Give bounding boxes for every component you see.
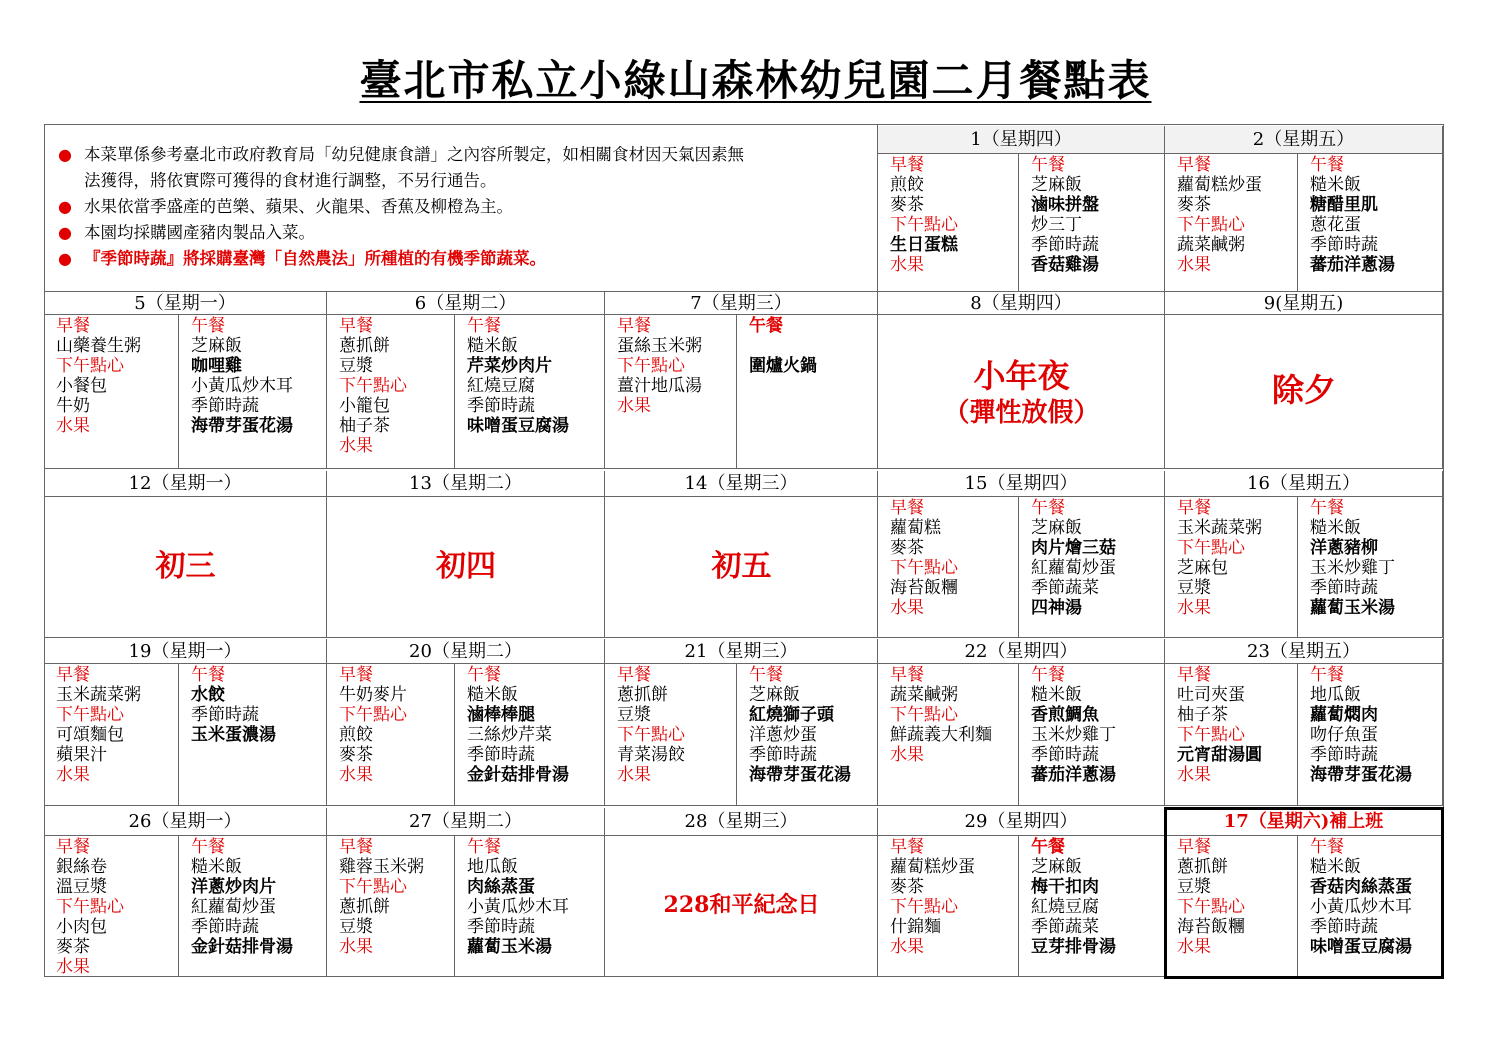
meal-list-lunch: [749, 316, 817, 376]
menu-item: 水果: [56, 957, 90, 977]
menu-item: 豆漿: [339, 356, 373, 376]
menu-item: 玉米蔬菜粥: [1177, 518, 1262, 538]
menu-item: 下午點心: [1177, 215, 1245, 235]
meal-divider: [454, 315, 455, 469]
note-continuation: 法獲得，將依實際可獲得的食材進行調整，不另行通告。: [84, 171, 497, 190]
menu-item: 下午點心: [339, 877, 407, 897]
menu-item: 蕃茄洋蔥湯: [1031, 765, 1116, 785]
menu-item: 豆芽排骨湯: [1031, 937, 1116, 957]
meal-list-lunch: [467, 665, 569, 785]
menu-item: 地瓜飯: [1310, 685, 1361, 705]
menu-item: 蘿蔔糕: [890, 518, 941, 538]
meal-list-breakfast-snack: [1177, 155, 1262, 275]
menu-item: 芝麻飯: [1031, 857, 1082, 877]
day-header: 6（星期二）: [327, 292, 605, 315]
menu-item: 味噌蛋豆腐湯: [1310, 937, 1412, 957]
menu-item: 煎餃: [890, 175, 924, 195]
menu-item: 水果: [890, 598, 924, 618]
menu-item: 早餐: [890, 837, 924, 857]
menu-item: 香菇肉絲蒸蛋: [1310, 877, 1412, 897]
menu-item: 蔥抓餅: [617, 685, 668, 705]
menu-item: 下午點心: [890, 215, 958, 235]
meal-list-breakfast-snack: [339, 837, 424, 957]
menu-item: 煎餃: [339, 725, 373, 745]
menu-item: 糖醋里肌: [1310, 195, 1378, 215]
menu-item: 下午點心: [890, 897, 958, 917]
menu-item: 糙米飯: [1310, 857, 1361, 877]
menu-item: 蘿蔔玉米湯: [467, 937, 552, 957]
menu-item: 芝麻包: [1177, 558, 1228, 578]
menu-item: 麥茶: [890, 877, 924, 897]
menu-item: 小餐包: [56, 376, 107, 396]
menu-item: 地瓜飯: [467, 857, 518, 877]
day-header: 23（星期五）: [1165, 639, 1443, 664]
meal-divider: [454, 836, 455, 977]
meal-divider: [1297, 497, 1298, 638]
menu-item: 午餐: [467, 316, 501, 336]
meal-divider: [178, 315, 179, 469]
menu-item: 下午點心: [890, 558, 958, 578]
menu-item: 季節時蔬: [1310, 578, 1378, 598]
menu-item: 海苔飯糰: [1177, 917, 1245, 937]
menu-item: 季節時蔬: [191, 917, 259, 937]
note-item: ● 水果依當季盛產的芭樂、蘋果、火龍果、香蕉及柳橙為主。: [58, 194, 888, 220]
menu-item: 玉米炒雞丁: [1310, 558, 1395, 578]
meal-list-breakfast-snack: [56, 316, 141, 436]
meal-list-lunch: [191, 316, 293, 436]
menu-item: 水果: [339, 765, 373, 785]
day-header: 19（星期一）: [44, 639, 327, 664]
menu-item: 蔬菜鹹粥: [890, 685, 958, 705]
meal-list-breakfast-snack: [617, 665, 685, 785]
meal-list-breakfast-snack: [339, 665, 407, 785]
meal-list-lunch: [191, 665, 276, 745]
holiday-label: 除夕: [1271, 370, 1336, 409]
menu-item: 早餐: [56, 837, 90, 857]
menu-item: 海苔飯糰: [890, 578, 958, 598]
menu-item: 下午點心: [56, 356, 124, 376]
menu-item: 芝麻飯: [191, 336, 242, 356]
holiday-label: 小年夜: [973, 356, 1070, 395]
menu-item: 洋蔥炒肉片: [191, 877, 276, 897]
makeup-day-highlight: [1164, 807, 1444, 979]
menu-item: 薑汁地瓜湯: [617, 376, 702, 396]
day-header: 13（星期二）: [327, 471, 605, 497]
menu-item: 季節時蔬: [1310, 917, 1378, 937]
menu-item: 水果: [890, 255, 924, 275]
menu-item: 下午點心: [339, 376, 407, 396]
menu-item: 季節時蔬: [191, 396, 259, 416]
menu-item: 午餐: [467, 665, 501, 685]
menu-item: 雞蓉玉米粥: [339, 857, 424, 877]
day-header: 7（星期三）: [605, 292, 878, 315]
menu-item: 青菜湯餃: [617, 745, 685, 765]
day-header: 1（星期四）: [878, 126, 1165, 154]
meal-divider: [736, 664, 737, 806]
holiday-sublabel: （彈性放假）: [943, 397, 1100, 428]
menu-item: 豆漿: [1177, 877, 1211, 897]
menu-item: 蔥抓餅: [1177, 857, 1228, 877]
meal-list-breakfast-snack: [617, 316, 702, 416]
menu-item: 梅干扣肉: [1031, 877, 1099, 897]
menu-item: 玉米蛋濃湯: [191, 725, 276, 745]
menu-item: 糙米飯: [191, 857, 242, 877]
day-header: 21（星期三）: [605, 639, 878, 664]
menu-item: 季節蔬菜: [1031, 578, 1099, 598]
menu-item: 柚子茶: [1177, 705, 1228, 725]
menu-item: 紅蘿蔔炒蛋: [1031, 558, 1116, 578]
menu-item: 糙米飯: [467, 336, 518, 356]
meal-divider: [1297, 664, 1298, 806]
menu-item: 下午點心: [890, 705, 958, 725]
menu-item: 午餐: [191, 665, 225, 685]
day-header: 2（星期五）: [1165, 126, 1443, 154]
meal-list-lunch: [1031, 665, 1116, 785]
menu-item: 午餐: [1310, 665, 1344, 685]
meal-list-breakfast-snack: [890, 665, 992, 765]
menu-item: 水果: [890, 937, 924, 957]
day-header: 28（星期三）: [605, 808, 878, 836]
meal-divider: [454, 664, 455, 806]
menu-item: 芝麻飯: [1031, 175, 1082, 195]
menu-item: 玉米蔬菜粥: [56, 685, 141, 705]
meal-list-breakfast-snack: [1177, 665, 1262, 785]
menu-item: 下午點心: [1177, 725, 1245, 745]
menu-item: 豆漿: [1177, 578, 1211, 598]
menu-item: 糙米飯: [1310, 175, 1361, 195]
menu-item: 滷味拼盤: [1031, 195, 1099, 215]
menu-item: 紅燒豆腐: [1031, 897, 1099, 917]
menu-item: 季節時蔬: [467, 745, 535, 765]
menu-item: 玉米炒雞丁: [1031, 725, 1116, 745]
menu-item: 水餃: [191, 685, 225, 705]
meal-list-lunch: [1310, 665, 1412, 785]
menu-item: 水果: [1177, 937, 1211, 957]
menu-item: 糙米飯: [1310, 518, 1361, 538]
menu-item: 海帶芽蛋花湯: [1310, 765, 1412, 785]
meal-list-lunch: [1031, 498, 1116, 618]
menu-item: 水果: [1177, 598, 1211, 618]
menu-item: 紅蘿蔔炒蛋: [191, 897, 276, 917]
menu-item: 水果: [339, 436, 373, 456]
meal-list-breakfast-snack: [890, 498, 958, 618]
menu-item: 牛奶: [56, 396, 90, 416]
menu-item: 海帶芽蛋花湯: [191, 416, 293, 436]
menu-item: 金針菇排骨湯: [191, 937, 293, 957]
meal-list-breakfast-snack: [339, 316, 407, 456]
meal-list-lunch: [1310, 498, 1395, 618]
menu-item: 午餐: [749, 316, 783, 336]
menu-item: 蘿蔔糕炒蛋: [890, 857, 975, 877]
menu-item: 午餐: [1031, 837, 1065, 857]
menu-item: 早餐: [890, 665, 924, 685]
menu-item: 水果: [339, 937, 373, 957]
meal-divider: [178, 836, 179, 977]
menu-item: 早餐: [890, 155, 924, 175]
menu-item: 什錦麵: [890, 917, 941, 937]
menu-item: 下午點心: [617, 725, 685, 745]
menu-item: 鮮蔬義大利麵: [890, 725, 992, 745]
menu-item: 季節時蔬: [191, 705, 259, 725]
meal-list-lunch: [1031, 155, 1099, 275]
meal-list-lunch: [191, 837, 293, 957]
meal-divider: [1018, 664, 1019, 806]
menu-item: 滷棒棒腿: [467, 705, 535, 725]
day-header: 8（星期四）: [878, 292, 1165, 315]
day-header: 5（星期一）: [44, 292, 327, 315]
menu-item: 溫豆漿: [56, 877, 107, 897]
menu-item: 午餐: [1310, 155, 1344, 175]
menu-item: 山藥養生粥: [56, 336, 141, 356]
menu-item: 季節時蔬: [1310, 745, 1378, 765]
holiday-label: 228和平紀念日: [663, 892, 820, 919]
menu-item: 下午點心: [56, 897, 124, 917]
menu-item: 蘿蔔玉米湯: [1310, 598, 1395, 618]
menu-item: 早餐: [339, 316, 373, 336]
menu-item: 水果: [56, 765, 90, 785]
menu-item: 水果: [1177, 255, 1211, 275]
menu-item: 早餐: [617, 665, 651, 685]
menu-item: 小黃瓜炒木耳: [467, 897, 569, 917]
menu-item: 蘿蔔燜肉: [1310, 705, 1378, 725]
menu-item: 早餐: [617, 316, 651, 336]
menu-item: 下午點心: [617, 356, 685, 376]
day-header: 15（星期四）: [878, 471, 1165, 497]
menu-item: 午餐: [1310, 498, 1344, 518]
menu-item: 季節時蔬: [1031, 235, 1099, 255]
meal-list-breakfast-snack: [1177, 498, 1262, 618]
notes-cell: [44, 124, 878, 292]
menu-item: 麥茶: [56, 937, 90, 957]
menu-item: 味噌蛋豆腐湯: [467, 416, 569, 436]
menu-item: 午餐: [1031, 155, 1065, 175]
meal-list-lunch: [467, 316, 569, 436]
holiday-label: 初五: [711, 548, 772, 584]
menu-item: 季節時蔬: [749, 745, 817, 765]
menu-item: 柚子茶: [339, 416, 390, 436]
day-header: 14（星期三）: [605, 471, 878, 497]
meal-divider: [1018, 154, 1019, 292]
menu-item: 海帶芽蛋花湯: [749, 765, 851, 785]
menu-item: 銀絲卷: [56, 857, 107, 877]
menu-item: 季節時蔬: [1310, 235, 1378, 255]
menu-item: 早餐: [339, 665, 373, 685]
menu-item: 小肉包: [56, 917, 107, 937]
menu-item: 午餐: [749, 665, 783, 685]
menu-item: 芝麻飯: [749, 685, 800, 705]
menu-item: 糙米飯: [467, 685, 518, 705]
menu-item: 吻仔魚蛋: [1310, 725, 1378, 745]
meal-list-breakfast-snack: [890, 155, 958, 275]
menu-item: 早餐: [1177, 498, 1211, 518]
menu-item: 可頌麵包: [56, 725, 124, 745]
menu-item: 水果: [890, 745, 924, 765]
meal-divider: [178, 664, 179, 806]
meal-list-lunch: [1310, 155, 1395, 275]
note-item-organic: ● 『季節時蔬』將採購臺灣「自然農法」所種植的有機季節蔬菜。: [58, 246, 888, 272]
holiday-label: 初三: [155, 548, 216, 584]
day-header: 20（星期二）: [327, 639, 605, 664]
menu-item: 肉片燴三菇: [1031, 538, 1116, 558]
menu-item: 水果: [56, 416, 90, 436]
holiday-label: 初四: [436, 548, 496, 584]
menu-item: 早餐: [890, 498, 924, 518]
menu-item: 小籠包: [339, 396, 390, 416]
menu-item: 小黃瓜炒木耳: [1310, 897, 1412, 917]
menu-item: 豆漿: [339, 917, 373, 937]
menu-item: 下午點心: [56, 705, 124, 725]
menu-item: 麥茶: [339, 745, 373, 765]
note-item: ● 本菜單係參考臺北市政府教育局「幼兒健康食譜」之內容所製定，如相關食材因天氣因素無: [58, 142, 888, 168]
menu-item: 紅燒獅子頭: [749, 705, 834, 725]
menu-item: 糙米飯: [1031, 685, 1082, 705]
menu-item: 午餐: [1031, 498, 1065, 518]
menu-item: 季節蔬菜: [1031, 917, 1099, 937]
day-header: 22（星期四）: [878, 639, 1165, 664]
menu-item: 早餐: [56, 665, 90, 685]
menu-item: 洋蔥炒蛋: [749, 725, 817, 745]
meal-divider: [1018, 836, 1019, 977]
menu-item: 蔬菜鹹粥: [1177, 235, 1245, 255]
menu-item: 下午點心: [1177, 897, 1245, 917]
menu-item: 炒三丁: [1031, 215, 1082, 235]
menu-item: 午餐: [1310, 837, 1344, 857]
menu-item: 肉絲蒸蛋: [467, 877, 535, 897]
menu-item: 三絲炒芹菜: [467, 725, 552, 745]
day-header: 9(星期五): [1165, 292, 1443, 315]
menu-item: 小黃瓜炒木耳: [191, 376, 293, 396]
menu-item: 蔥花蛋: [1310, 215, 1361, 235]
day-header: 26（星期一）: [44, 808, 327, 836]
menu-item: 芹菜炒肉片: [467, 356, 552, 376]
menu-item: 麥茶: [890, 538, 924, 558]
menu-item: 香煎鯛魚: [1031, 705, 1099, 725]
meal-list-lunch: [749, 665, 851, 785]
menu-item: 午餐: [467, 837, 501, 857]
menu-item: 圍爐火鍋: [749, 356, 817, 376]
menu-item: 蔥抓餅: [339, 336, 390, 356]
menu-item: 午餐: [191, 837, 225, 857]
meal-list-lunch: [1031, 837, 1116, 957]
meal-list-breakfast-snack: [890, 837, 975, 957]
menu-item: 下午點心: [339, 705, 407, 725]
meal-divider: [1018, 497, 1019, 638]
menu-item: 四神湯: [1031, 598, 1082, 618]
menu-item: 早餐: [339, 837, 373, 857]
menu-item: 紅燒豆腐: [467, 376, 535, 396]
menu-item: 早餐: [56, 316, 90, 336]
meal-divider: [736, 315, 737, 469]
menu-item: 蘿蔔糕炒蛋: [1177, 175, 1262, 195]
meal-list-breakfast-snack: [56, 665, 141, 785]
menu-item: 蘋果汁: [56, 745, 107, 765]
day-header: 27（星期二）: [327, 808, 605, 836]
menu-item: 牛奶麥片: [339, 685, 407, 705]
menu-item: 豆漿: [617, 705, 651, 725]
menu-item: 元宵甜湯圓: [1177, 745, 1262, 765]
menu-item: 蛋絲玉米粥: [617, 336, 702, 356]
menu-item: 早餐: [1177, 155, 1211, 175]
menu-item: 生日蛋糕: [890, 235, 958, 255]
menu-item: 季節時蔬: [467, 917, 535, 937]
menu-item: [749, 336, 817, 356]
menu-item: 午餐: [1031, 665, 1065, 685]
menu-item: 早餐: [1177, 665, 1211, 685]
day-header: 29（星期四）: [878, 808, 1165, 836]
menu-item: 香菇雞湯: [1031, 255, 1099, 275]
menu-item: 季節時蔬: [1031, 745, 1099, 765]
menu-item: 洋蔥豬柳: [1310, 538, 1378, 558]
menu-item: 蕃茄洋蔥湯: [1310, 255, 1395, 275]
menu-item: 早餐: [1177, 837, 1211, 857]
page-title: 臺北市私立小綠山森林幼兒園二月餐點表: [359, 56, 1152, 105]
day-header: 17（星期六)補上班: [1165, 808, 1443, 836]
menu-item: 水果: [617, 396, 651, 416]
note-item: ● 本園均採購國產豬肉製品入菜。: [58, 220, 888, 246]
menu-item: 咖哩雞: [191, 356, 242, 376]
day-header: 16（星期五）: [1165, 471, 1443, 497]
menu-item: 芝麻飯: [1031, 518, 1082, 538]
menu-item: 蔥抓餅: [339, 897, 390, 917]
menu-item: 午餐: [191, 316, 225, 336]
menu-item: 季節時蔬: [467, 396, 535, 416]
day-header: 12（星期一）: [44, 471, 327, 497]
menu-item: 吐司夾蛋: [1177, 685, 1245, 705]
menu-item: 水果: [617, 765, 651, 785]
menu-item: 水果: [1177, 765, 1211, 785]
menu-item: 金針菇排骨湯: [467, 765, 569, 785]
meal-list-breakfast-snack: [56, 837, 124, 977]
meal-divider: [1297, 154, 1298, 292]
menu-item: 麥茶: [1177, 195, 1211, 215]
menu-item: 麥茶: [890, 195, 924, 215]
meal-list-lunch: [467, 837, 569, 957]
menu-item: 下午點心: [1177, 538, 1245, 558]
